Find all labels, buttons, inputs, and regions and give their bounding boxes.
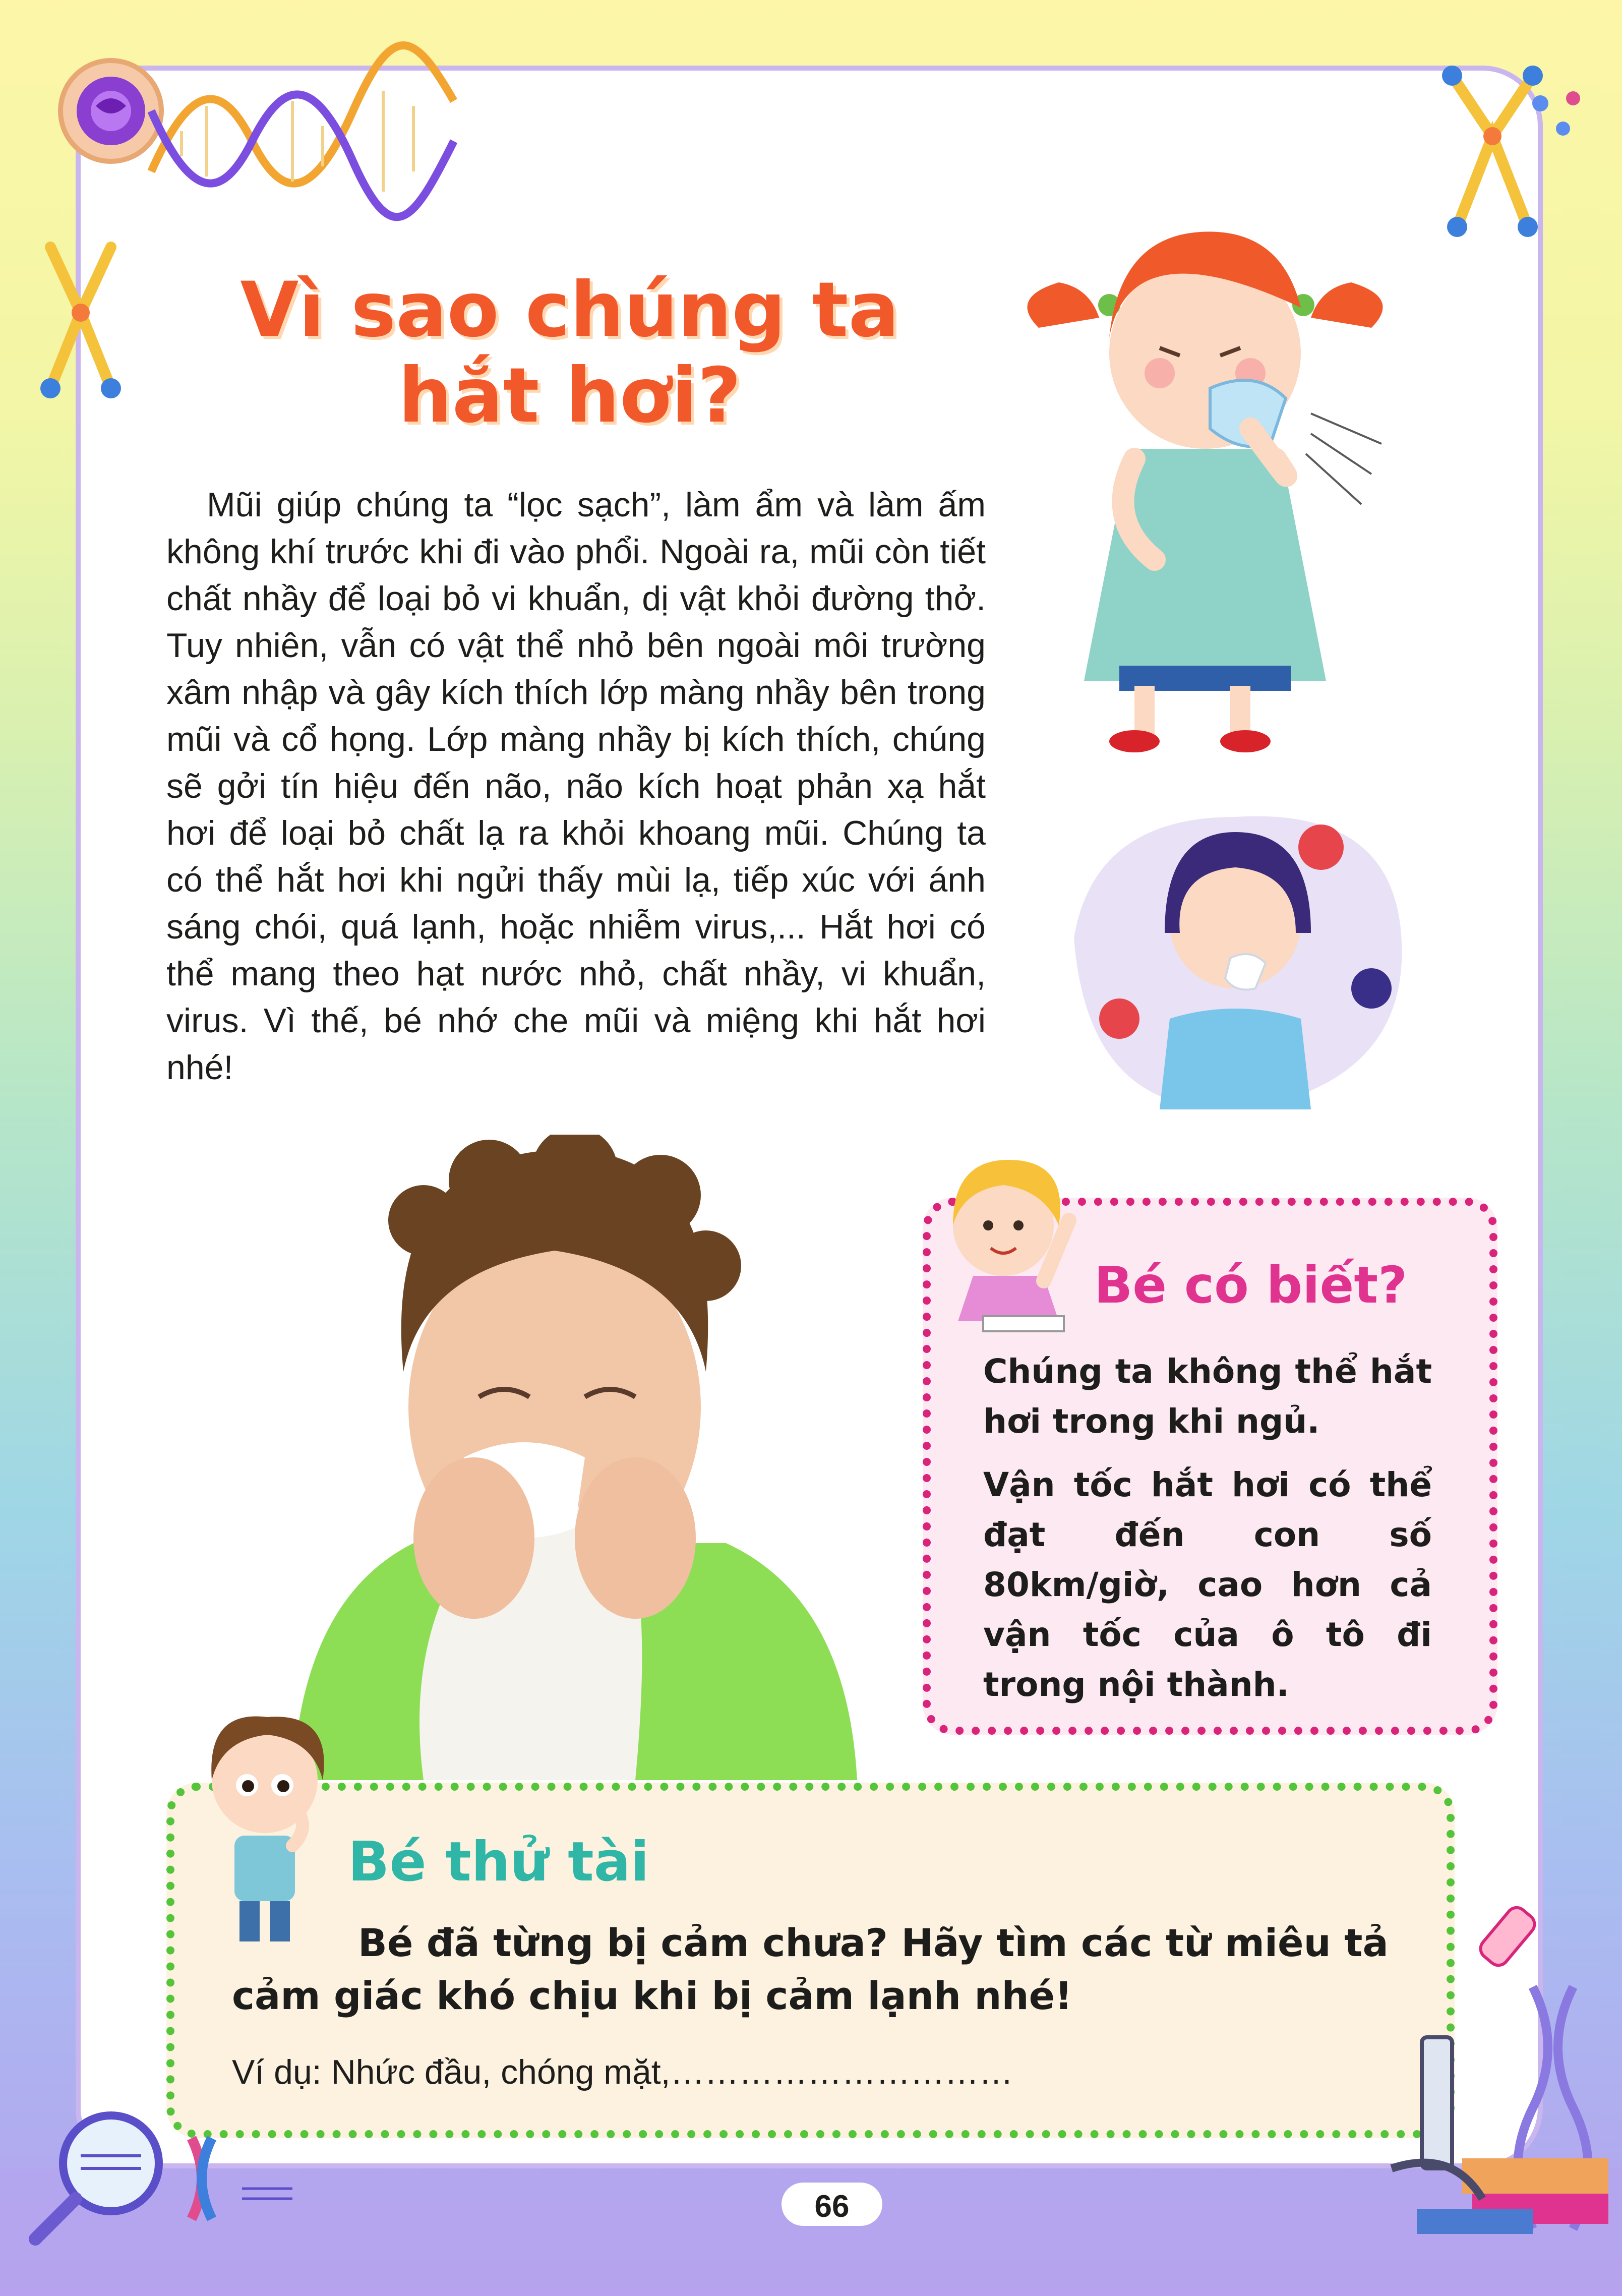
sick-girl-with-virus-illustration — [1059, 807, 1412, 1120]
girl-reading-illustration — [923, 1155, 1089, 1336]
boy-sneezing-photo — [272, 1135, 867, 1780]
try-question: Bé đã từng bị cảm chưa? Hãy tìm các từ miêu tả cảm giác khó chịu khi bị cảm lạnh nhé! — [232, 1920, 1389, 2018]
sneezing-girl-illustration — [1008, 222, 1402, 756]
molecule-dots-icon — [1528, 86, 1603, 141]
chromosome-icon — [30, 237, 131, 403]
dna-helix-icon — [141, 40, 464, 222]
fact-box-title: Bé có biết? — [1094, 1256, 1408, 1315]
try-example: Ví dụ: Nhức đầu, chóng mặt,………………………… — [232, 2053, 1013, 2091]
thinking-boy-illustration — [197, 1715, 333, 1947]
body-paragraph: Mũi giúp chúng ta “lọc sạch”, làm ẩm và làm ấm không khí trước khi đi vào phổi. Ngoài ra, mũi còn tiết chất nhầy để loại bỏ vi khuẩn, dị vật khỏi đường thở. Tuy nhiên, vẫn có vật thể nhỏ bên ngoài môi trường xâm nhập và gây kích thích lớp màng nhầy bên trong mũi và cổ họng. Lớp màng nhầy bị kích thích, chúng sẽ gởi tín hiệu đến não, não kích hoạt phản xạ hắt hơi để loại bỏ chất lạ ra khỏi khoang mũi. Chúng ta có thể hắt hơi khi ngửi thấy mùi lạ, tiếp xúc với ánh sáng chói, quá lạnh, hoặc nhiễm virus,... Hắt hơi có thể mang theo hạt nước nhỏ, chất nhầy, vi khuẩn, virus. Vì thế, bé nhớ che mũi và miệng khi hắt hơi nhé! — [166, 486, 986, 1087]
fact-1: Chúng ta không thể hắt hơi trong khi ngủ. — [983, 1352, 1432, 1441]
title-line-2: hắt hơi? — [398, 352, 742, 440]
magnifier-icon — [20, 2108, 303, 2254]
title-line-1: Vì sao chúng ta — [240, 266, 899, 354]
try-box-title: Bé thử tài — [348, 1831, 649, 1894]
page-title — [166, 267, 973, 439]
page-number: 66 — [814, 2189, 850, 2224]
fact-2: Vận tốc hắt hơi có thể đạt đến con số 80km/giờ, cao hơn cả vận tốc của ô tô đi trong nội thành. — [983, 1465, 1432, 1704]
microscope-icon — [1341, 1886, 1613, 2259]
chromosome-icon — [1437, 55, 1548, 247]
